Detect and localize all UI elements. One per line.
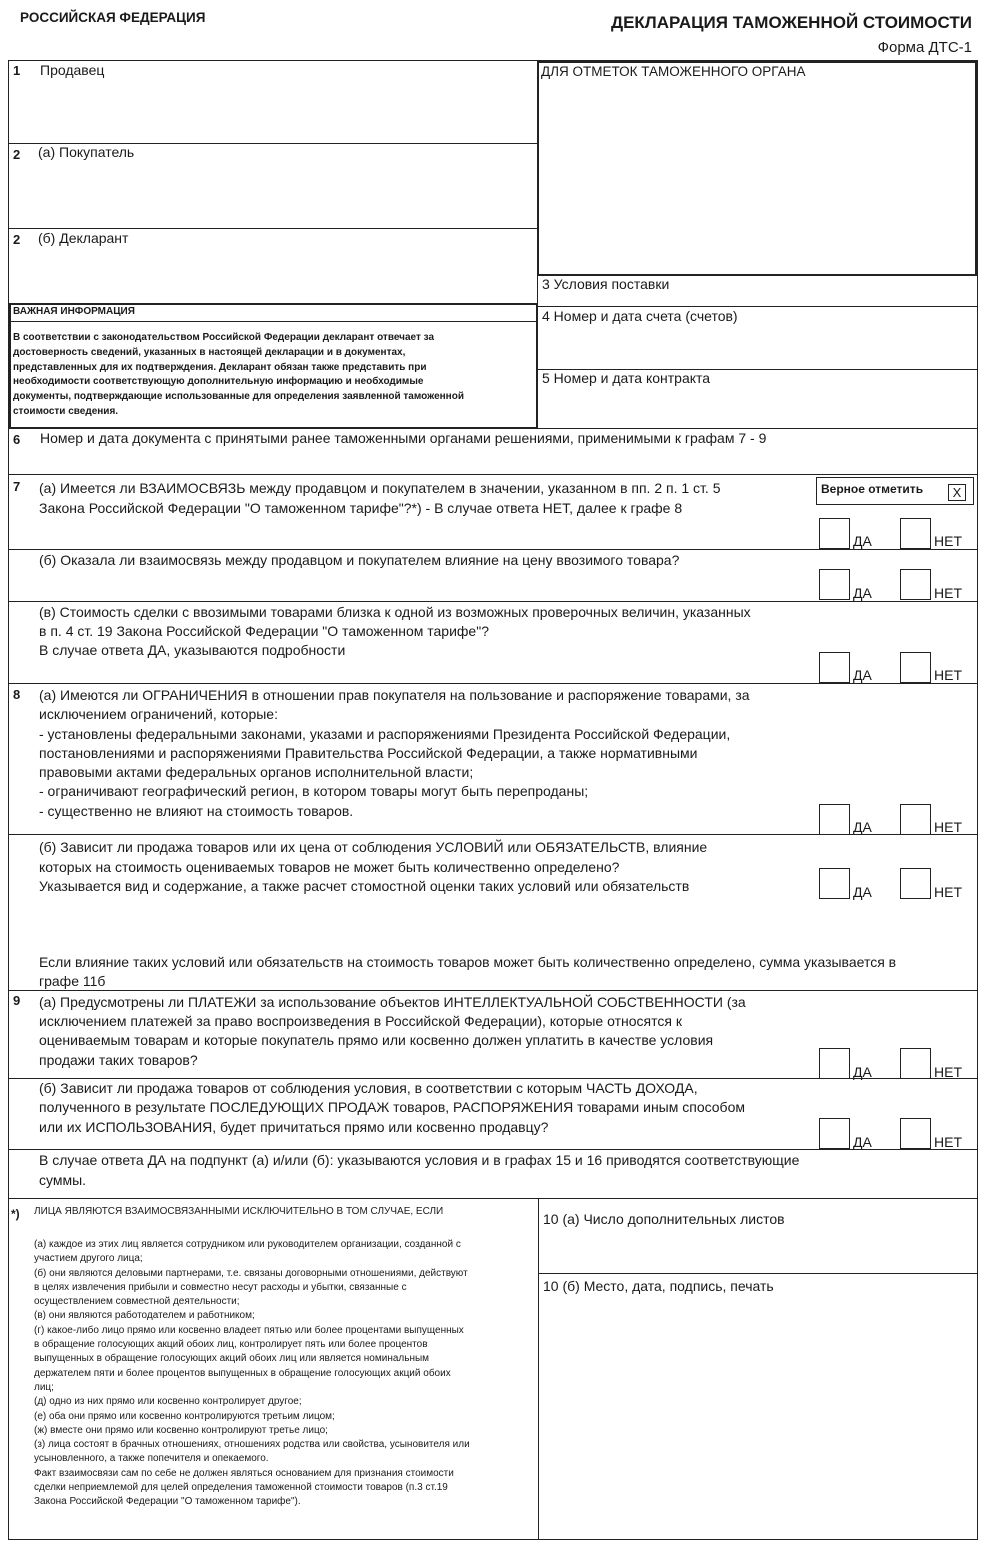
footnote-line: (а) каждое из этих лиц является сотрудником или руководителем организации, созданной с bbox=[34, 1239, 461, 1250]
yes-label: ДА bbox=[853, 667, 872, 683]
footnote-line: (б) они являются деловыми партнерами, т.е. связаны договорными отношениями, действуют bbox=[34, 1267, 468, 1279]
question-line: (а) Имеются ли ОГРАНИЧЕНИЯ в отношении прав покупателя на пользование и распоряжение товарами, за bbox=[39, 687, 750, 703]
no-label: НЕТ bbox=[934, 533, 962, 549]
checkbox-7b-yes[interactable] bbox=[819, 569, 850, 600]
contract-label: 5 Номер и дата контракта bbox=[542, 370, 711, 386]
checkbox-9b-yes[interactable] bbox=[819, 1118, 850, 1149]
yes-label: ДА bbox=[853, 1064, 872, 1080]
divider bbox=[8, 1149, 978, 1150]
divider bbox=[11, 321, 536, 322]
footnote-marker: *) bbox=[11, 1207, 20, 1221]
box-6-text: Номер и дата документа с принятыми ранее таможенными органами решениями, применимыми к графам 7 - 9 bbox=[40, 430, 767, 446]
question-line: Закона Российской Федерации "О таможенном тарифе"?*) - В случае ответа НЕТ, далее к графе 8 bbox=[39, 500, 683, 516]
box-7a-question bbox=[39, 478, 720, 518]
footnote-line: Закона Российской Федерации "О таможенном тарифе"). bbox=[34, 1496, 301, 1508]
footnote-line: усыновленного, а также попечителя и опекаемого. bbox=[34, 1453, 269, 1465]
checkbox-7c-no[interactable] bbox=[900, 652, 931, 683]
footnote-line: участием другого лица; bbox=[34, 1253, 143, 1265]
invoice-label: 4 Номер и дата счета (счетов) bbox=[542, 308, 738, 324]
footnote-line: в целях извлечения прибыли и совместно несут расходы и убытки, связанные с bbox=[34, 1281, 407, 1293]
question-line: исключением ограничений, которые: bbox=[39, 706, 278, 723]
question-line: которых на стоимость оцениваемых товаров не может быть количественно определено? bbox=[39, 858, 620, 875]
question-line: (б) Зависит ли продажа товаров или их цена от соблюдения УСЛОВИЙ или ОБЯЗАТЕЛЬСТВ, влияние bbox=[39, 839, 708, 855]
question-line: - существенно не влияют на стоимость товаров. bbox=[39, 802, 354, 819]
footnote-line: (в) они являются работодателем и работником; bbox=[34, 1310, 255, 1322]
note-line: графе 11б bbox=[39, 973, 106, 989]
footnote-text bbox=[34, 1238, 537, 1510]
question-line: полученного в результате ПОСЛЕДУЮЩИХ ПРОДАЖ товаров, РАСПОРЯЖЕНИЯ товарами иным способом bbox=[39, 1099, 745, 1116]
question-line: В случае ответа ДА, указываются подробности bbox=[39, 642, 346, 658]
box-8-number: 8 bbox=[13, 687, 21, 702]
note-line: В случае ответа ДА на подпункт (а) и/или (б): указываются условия и в графах 15 и 16 приводятся соответствующие bbox=[39, 1152, 800, 1168]
footnote-line: осуществлением совместной деятельности; bbox=[34, 1296, 240, 1308]
important-info-text bbox=[13, 331, 535, 420]
checkbox-8a-yes[interactable] bbox=[819, 804, 850, 835]
box-2b-declarant[interactable] bbox=[9, 229, 536, 303]
checkbox-8b-no[interactable] bbox=[900, 868, 931, 899]
checkbox-7a-no[interactable] bbox=[900, 518, 931, 549]
country-name: РОССИЙСКАЯ ФЕДЕРАЦИЯ bbox=[20, 10, 206, 25]
divider bbox=[8, 601, 978, 602]
footnote-line: (з) лица состоят в брачных отношениях, отношениях родства или свойства, усыновителя или bbox=[34, 1439, 470, 1451]
box-2b-number: 2 bbox=[13, 232, 21, 247]
customs-marks-label: ДЛЯ ОТМЕТОК ТАМОЖЕННОГО ОРГАНА bbox=[541, 64, 806, 79]
box-4-invoice[interactable] bbox=[538, 307, 977, 369]
question-line: оцениваемым товарам и которые покупатель прямо или косвенно должен уплатить в качестве условия bbox=[39, 1032, 714, 1049]
footnote-line: Факт взаимосвязи сам по себе не должен являться основанием для признания стоимости bbox=[34, 1467, 454, 1479]
checkbox-8b-yes[interactable] bbox=[819, 868, 850, 899]
yes-label: ДА bbox=[853, 819, 872, 835]
footnote-line: держателем пяти и более процентов выпущенных в обращение голосующих акций обоих bbox=[34, 1367, 451, 1379]
question-line: правовыми актами федеральных органов исполнительной власти; bbox=[39, 764, 474, 781]
mark-hint-box bbox=[816, 477, 974, 505]
important-line: достоверность сведений, указанных в настоящей декларации и в документах, bbox=[13, 346, 406, 358]
important-line: В соответствии с законодательством Российской Федерации декларант отвечает за bbox=[13, 332, 435, 343]
box-8a-question bbox=[39, 686, 750, 821]
no-label: НЕТ bbox=[934, 585, 962, 601]
box-8-note bbox=[39, 953, 896, 991]
footnote-line: (г) какое-либо лицо прямо или косвенно владеет пятью или более процентами выпущенных bbox=[34, 1324, 464, 1336]
form-title: ДЕКЛАРАЦИЯ ТАМОЖЕННОЙ СТОИМОСТИ bbox=[610, 13, 972, 32]
box-7-number: 7 bbox=[13, 479, 21, 494]
footnote-line: выпущенных в обращение голосующих акций обоих лиц или является номинальным bbox=[34, 1353, 430, 1365]
question-line: (в) Стоимость сделки с ввозимыми товарами близка к одной из возможных проверочных величин, указанных bbox=[39, 604, 751, 620]
checkbox-9b-no[interactable] bbox=[900, 1118, 931, 1149]
checkbox-9a-yes[interactable] bbox=[819, 1048, 850, 1079]
box-1-number: 1 bbox=[13, 63, 21, 78]
question-line: - ограничивают географический регион, в котором товары могут быть перепроданы; bbox=[39, 783, 589, 800]
question-line: (а) Имеется ли ВЗАИМОСВЯЗЬ между продавцом и покупателем в значении, указанном в пп. 2 п. 1 ст. 5 bbox=[39, 480, 721, 496]
box-9-note bbox=[39, 1151, 799, 1190]
important-line: документы, подтверждающие использованные для определения заявленной таможенной bbox=[13, 391, 464, 403]
question-line: (а) Предусмотрены ли ПЛАТЕЖИ за использование объектов ИНТЕЛЛЕКТУАЛЬНОЙ СОБСТВЕННОСТИ (за bbox=[39, 994, 746, 1010]
divider bbox=[8, 683, 978, 684]
box-9-number: 9 bbox=[13, 993, 21, 1008]
box-9a-question bbox=[39, 993, 746, 1070]
important-info-box bbox=[9, 303, 538, 429]
box-8b-question bbox=[39, 838, 707, 897]
divider bbox=[8, 474, 978, 475]
box-3-delivery-terms[interactable] bbox=[538, 276, 977, 306]
question-line: постановлениями и распоряжениями Правительства Российской Федерации, а также нормативными bbox=[39, 744, 698, 761]
footnote-line: лиц; bbox=[34, 1381, 54, 1393]
checkbox-8a-no[interactable] bbox=[900, 804, 931, 835]
box-7b-question: (б) Оказала ли взаимосвязь между продавцом и покупателем влияние на цену ввозимого товара? bbox=[39, 552, 680, 568]
box-10b-place-date-signature[interactable] bbox=[539, 1274, 977, 1539]
question-line: исключением платежей за право воспроизведения в Российской Федерации), которые относятся к bbox=[39, 1013, 682, 1030]
checkbox-9a-no[interactable] bbox=[900, 1048, 931, 1079]
mark-sample-x: X bbox=[948, 484, 966, 501]
mark-hint-label: Верное отметить bbox=[821, 482, 924, 496]
buyer-label: (а) Покупатель bbox=[38, 144, 135, 160]
footnote-title: ЛИЦА ЯВЛЯЮТСЯ ВЗАИМОСВЯЗАННЫМИ ИСКЛЮЧИТЕЛЬНО В ТОМ СЛУЧАЕ, ЕСЛИ bbox=[34, 1206, 444, 1217]
declarant-label: (б) Декларант bbox=[38, 230, 129, 246]
yes-label: ДА bbox=[853, 884, 872, 900]
question-line: в п. 4 ст. 19 Закона Российской Федерации "О таможенном тарифе"? bbox=[39, 623, 489, 639]
divider bbox=[8, 834, 978, 835]
box-10a-additional-sheets[interactable] bbox=[539, 1199, 977, 1273]
note-line: Если влияние таких условий или обязательств на стоимость товаров может быть количественно определено, сумма указывается в bbox=[39, 954, 897, 970]
no-label: НЕТ bbox=[934, 667, 962, 683]
checkbox-7c-yes[interactable] bbox=[819, 652, 850, 683]
important-line: необходимости соответствующую дополнительную информацию и необходимые bbox=[13, 376, 424, 388]
important-line: стоимости сведения. bbox=[13, 405, 119, 417]
footnote-line: (ж) вместе они прямо или косвенно контролируют третье лицо; bbox=[34, 1424, 328, 1436]
footnote-line: сделки неприемлемой для целей определения таможенной стоимости товаров (п.3 ст.19 bbox=[34, 1482, 448, 1494]
footnote-line: (д) одно из них прямо или косвенно контролирует другое; bbox=[34, 1396, 302, 1408]
divider bbox=[8, 990, 978, 991]
checkbox-7b-no[interactable] bbox=[900, 569, 931, 600]
yes-label: ДА bbox=[853, 533, 872, 549]
divider bbox=[8, 549, 978, 550]
box-5-contract[interactable] bbox=[538, 370, 977, 428]
box-6-prior-decisions[interactable] bbox=[9, 429, 977, 474]
important-line: представленных для их подтверждения. Декларант обязан также представить при bbox=[13, 361, 427, 373]
question-line: продажи таких товаров? bbox=[39, 1051, 198, 1068]
question-line: - установлены федеральными законами, указами и распоряжениями Президента Российской Федерации, bbox=[39, 725, 731, 742]
box-2a-number: 2 bbox=[13, 147, 21, 162]
yes-label: ДА bbox=[853, 585, 872, 601]
box-7c-question bbox=[39, 603, 751, 660]
no-label: НЕТ bbox=[934, 1064, 962, 1080]
form-name: Форма ДТС-1 bbox=[877, 39, 972, 56]
footnote-line: в обращение голосующих акций обоих лиц, контролирует пять или более процентов bbox=[34, 1339, 428, 1351]
seller-label: Продавец bbox=[40, 62, 105, 78]
footnote-line: (е) оба они прямо или косвенно контролируются третьим лицом; bbox=[34, 1410, 335, 1422]
question-line: Указывается вид и содержание, а также расчет стомостной оценки таких условий или обязательств bbox=[39, 878, 690, 894]
delivery-terms-label: 3 Условия поставки bbox=[542, 276, 670, 292]
box-6-number: 6 bbox=[13, 432, 21, 447]
no-label: НЕТ bbox=[934, 884, 962, 900]
box-9b-question bbox=[39, 1079, 745, 1137]
note-line: суммы. bbox=[39, 1171, 87, 1188]
question-line: (б) Зависит ли продажа товаров от соблюдения условия, в соответствии с которым ЧАСТЬ ДОХОДА, bbox=[39, 1080, 698, 1096]
customs-marks-box bbox=[537, 61, 977, 276]
question-line: или их ИСПОЛЬЗОВАНИЯ, будет причитаться прямо или косвенно продавцу? bbox=[39, 1118, 549, 1135]
box-1-seller[interactable] bbox=[9, 61, 536, 143]
no-label: НЕТ bbox=[934, 819, 962, 835]
yes-label: ДА bbox=[853, 1134, 872, 1150]
signature-label: 10 (б) Место, дата, подпись, печать bbox=[543, 1278, 774, 1294]
important-info-title: ВАЖНАЯ ИНФОРМАЦИЯ bbox=[13, 306, 135, 317]
no-label: НЕТ bbox=[934, 1134, 962, 1150]
additional-sheets-label: 10 (а) Число дополнительных листов bbox=[543, 1211, 785, 1227]
checkbox-7a-yes[interactable] bbox=[819, 518, 850, 549]
box-2a-buyer[interactable] bbox=[9, 144, 536, 228]
